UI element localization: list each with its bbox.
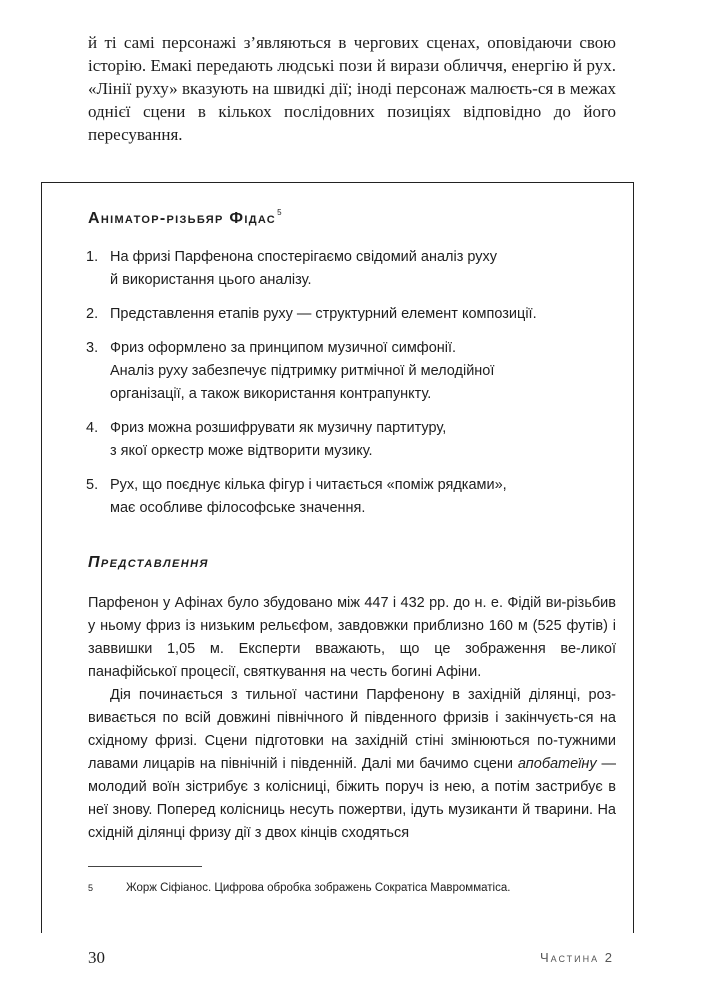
- body-paragraph: [88, 684, 616, 845]
- list-item-line: Представлення етапів руху — структурний елемент композиції.: [110, 306, 537, 322]
- footnote-number: 5: [88, 883, 94, 893]
- list-item-number: 5.: [86, 477, 99, 493]
- list-item-number: 4.: [86, 420, 99, 436]
- list-item: [86, 303, 606, 326]
- list-item-number: 2.: [86, 306, 99, 322]
- list-item-line: з якої оркестр може відтворити музику.: [110, 443, 373, 459]
- list-item: [86, 337, 606, 406]
- list-item-line: Аналіз руху забезпечує підтримку ритмічної й мелодійної: [110, 363, 495, 379]
- list-item-line: На фризі Парфенона спостерігаємо свідомий аналіз руху: [110, 249, 498, 265]
- list-item: [86, 474, 606, 520]
- body-paragraph: Парфенон у Афінах було збудовано між 447 і 432 рр. до н. е. Фідій ви-різьбив у ньому фриз із низьким рельєфом, завдовжки приблизно 160 м (525 футів) і заввишки 1,05 м. Експерти вважають, що це зображення ве-ликої панафійської процесії, святкування на честь богині Афіни.: [88, 595, 616, 680]
- intro-paragraph: й ті самі персонажі з’являються в чергових сценах, оповідаючи свою історію. Емакі передають людські пози й вирази обличчя, енергію й рух. «Лінії руху» вказують на швидкі дії; іноді персонаж малюєть-ся в межах однієї сцени в кількох послідовних позиціях відповідно до його пересування.: [88, 33, 616, 144]
- list-item-line: Фриз можна розшифрувати як музичну партитуру,: [110, 420, 447, 436]
- running-head: Частина 2: [540, 950, 614, 965]
- footnote-ref: 5: [277, 208, 282, 217]
- footnote-text: Жорж Сіфіанос. Цифрова обробка зображень Сократіса Мавромматіса.: [126, 882, 511, 894]
- list-item-number: 3.: [86, 340, 99, 356]
- section-title: Представлення: [88, 554, 209, 571]
- intro-text: [88, 31, 616, 146]
- list-item-line: організації, а також використання контрапункту.: [110, 386, 432, 402]
- list-item-line: має особливе філософське значення.: [110, 500, 366, 516]
- paragraph-text: Дія починається з тильної частини Парфенону в західній ділянці, роз-вивається по всій довжині північного й південного фризів і закінчуєть-ся на східному фризі. Сцени підготовки на західній стіні змінюються по-тужними лавами лицарів на північній і південній. Далі ми бачимо сцени: [88, 687, 616, 772]
- footnote: [88, 880, 510, 896]
- list-item: [86, 246, 606, 292]
- footnote-divider: [88, 866, 202, 867]
- body-text: [88, 592, 616, 845]
- list-item-line: й використання цього аналізу.: [110, 272, 312, 288]
- list-item-number: 1.: [86, 249, 99, 265]
- italic-term: апобатеїну: [517, 756, 597, 772]
- box-title-text: Аніматор-різьбяр Фідас: [88, 210, 277, 227]
- box-title: [88, 210, 282, 228]
- list-item-line: Рух, що поєднує кілька фігур і читається «поміж рядками»,: [110, 477, 507, 493]
- list-item-line: Фриз оформлено за принципом музичної симфонії.: [110, 340, 457, 356]
- list-item: [86, 417, 606, 463]
- paragraph-text: — молодий воїн зістрибує з колісниці, біжить поруч із нею, а потім застрибує в неї знову. Поперед колісниць несуть пожертви, ідуть музиканти й тварини. На східній ділянці фризу дії з двох кінців сходяться: [88, 756, 616, 841]
- page-number: 30: [88, 948, 105, 967]
- thesis-list: [86, 246, 606, 531]
